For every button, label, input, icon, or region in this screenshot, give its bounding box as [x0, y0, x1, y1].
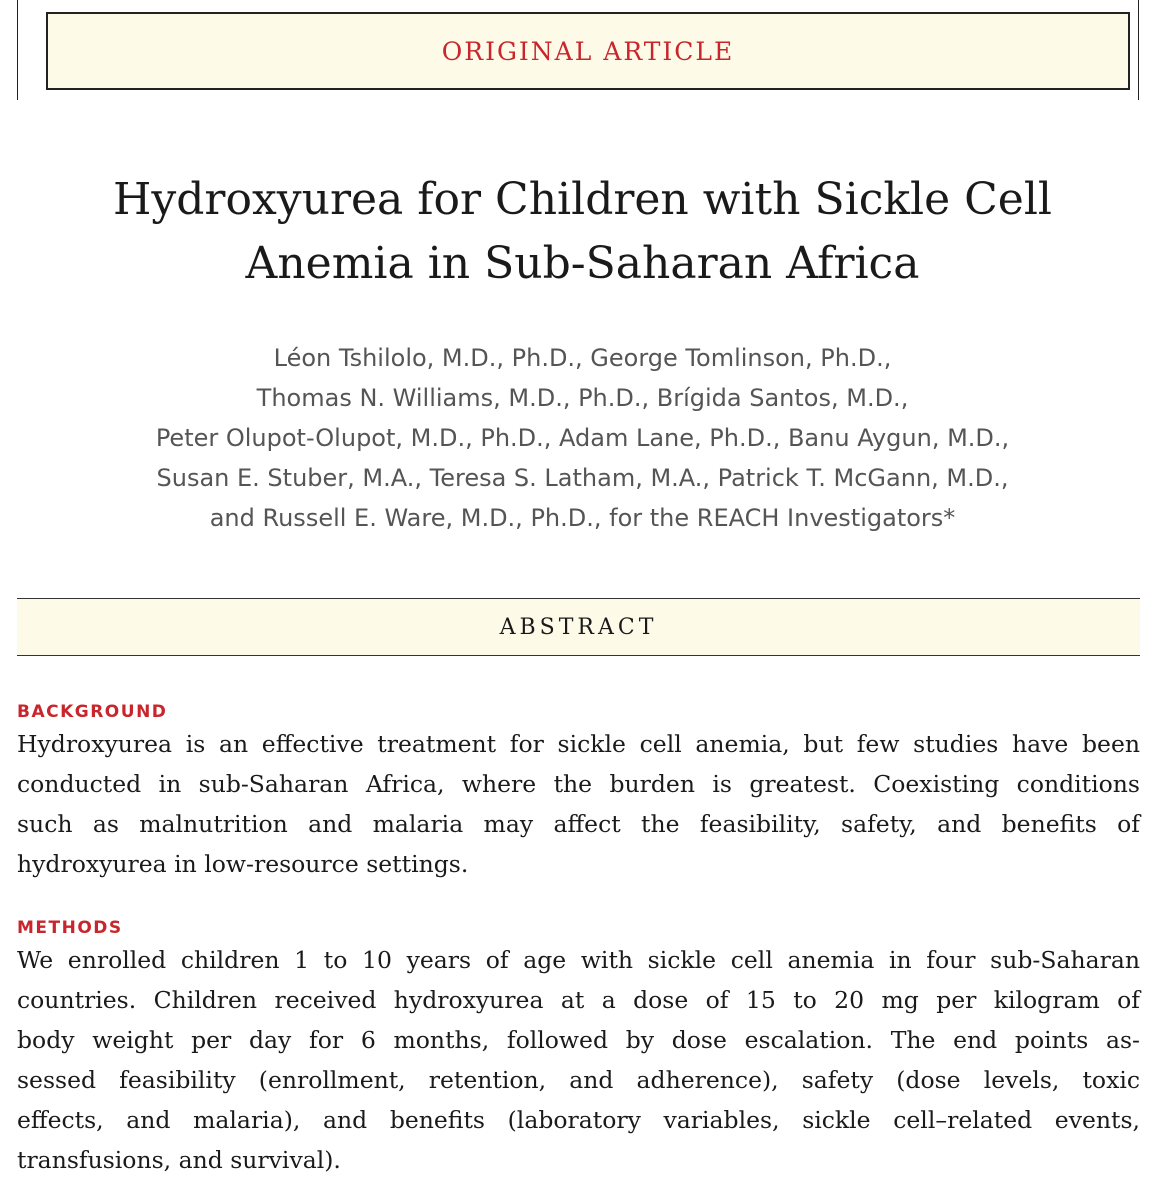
- methods-heading: METHODS: [17, 918, 123, 938]
- methods-line: transfusions, and survival).: [17, 1146, 341, 1174]
- author-line: Peter Olupot-Olupot, M.D., Ph.D., Adam Lane, Ph.D., Banu Aygun, M.D.,: [155, 424, 1010, 452]
- article-type-banner-frame: [17, 0, 1139, 100]
- methods-section: [17, 916, 1140, 1180]
- article-title-line: Hydroxyurea for Children with Sickle Cell: [113, 174, 1052, 225]
- article-title-line: Anemia in Sub-Saharan Africa: [245, 238, 920, 289]
- methods-line: sessed feasibility (enrollment, retention, and adherence), safety (dose levels, toxic: [17, 1066, 1140, 1094]
- methods-line: countries. Children received hydroxyurea at a dose of 15 to 20 mg per kilogram of: [17, 986, 1140, 1014]
- methods-line: effects, and malaria), and benefits (laboratory variables, sickle cell–related events,: [17, 1106, 1140, 1134]
- methods-line: body weight per day for 6 months, followed by dose escalation. The end points as-: [17, 1026, 1140, 1054]
- author-line: and Russell E. Ware, M.D., Ph.D., for the REACH Investigators*: [209, 504, 956, 532]
- background-line: conducted in sub-Saharan Africa, where the burden is greatest. Coexisting conditions: [17, 770, 1140, 798]
- background-line: such as malnutrition and malaria may affect the feasibility, safety, and benefits of: [17, 810, 1140, 838]
- background-heading: BACKGROUND: [17, 702, 168, 722]
- article-type-banner: [46, 12, 1130, 90]
- background-line: Hydroxyurea is an effective treatment for sickle cell anemia, but few studies have been: [17, 730, 1140, 758]
- methods-body: [17, 940, 1140, 1180]
- background-section: [17, 700, 1140, 884]
- abstract-header-bar: [17, 598, 1140, 656]
- author-line: Susan E. Stuber, M.A., Teresa S. Latham, M.A., Patrick T. McGann, M.D.,: [156, 464, 1009, 492]
- author-line: Léon Tshilolo, M.D., Ph.D., George Tomlinson, Ph.D.,: [273, 344, 892, 372]
- background-body: [17, 724, 1140, 884]
- methods-line: We enrolled children 1 to 10 years of age with sickle cell anemia in four sub-Saharan: [17, 946, 1140, 974]
- article-title: [0, 168, 1165, 296]
- background-line: hydroxyurea in low-resource settings.: [17, 850, 469, 878]
- author-list: [0, 338, 1165, 538]
- abstract-label: ABSTRACT: [499, 614, 658, 640]
- author-line: Thomas N. Williams, M.D., Ph.D., Brígida Santos, M.D.,: [256, 384, 909, 412]
- article-type-label: ORIGINAL ARTICLE: [441, 36, 735, 66]
